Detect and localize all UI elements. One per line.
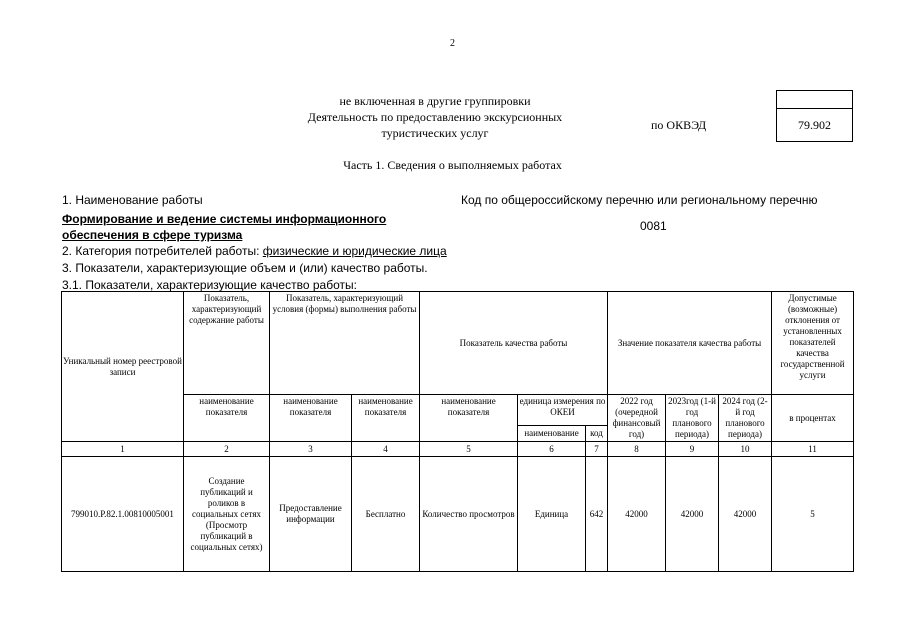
work-name-label: 1. Наименование работы	[62, 193, 203, 207]
col-number: 2	[184, 442, 270, 457]
th-quality-indicator: Показатель качества работы	[420, 292, 608, 395]
th-unit-code: код	[586, 425, 608, 441]
col-number: 8	[608, 442, 666, 457]
okved-label: по ОКВЭД	[651, 118, 707, 132]
col-number: 1	[62, 442, 184, 457]
col-number: 9	[666, 442, 719, 457]
part-title: Часть 1. Сведения о выполняемых работах	[343, 158, 562, 172]
table-row	[62, 457, 854, 572]
th-content-indicator: Показатель, характеризующий содержание работы	[184, 292, 270, 395]
cell-registry: 799010.Р.82.1.00810005001	[62, 457, 184, 572]
page-number: 2	[450, 38, 455, 49]
th-unit: единица измерения по ОКЕИ	[518, 395, 608, 426]
th-content-name: наименование показателя	[184, 395, 270, 442]
cell-condition-1: Предоставление информации	[270, 457, 352, 572]
col-number: 6	[518, 442, 586, 457]
registry-code-label: Код по общероссийскому перечню или региональному перечню	[461, 193, 818, 207]
th-year-2022: 2022 год (очередной финансовый год)	[608, 395, 666, 442]
cell-2023: 42000	[666, 457, 719, 572]
col-number: 11	[772, 442, 854, 457]
consumer-category	[62, 244, 447, 258]
cell-quality-name: Количество просмотров	[420, 457, 518, 572]
work-name	[62, 211, 412, 243]
th-registry: Уникальный номер реестровой записи	[62, 292, 184, 442]
consumer-category-label: 2. Категория потребителей работы:	[62, 244, 263, 258]
th-year-2024: 2024 год (2-й год планового периода)	[719, 395, 772, 442]
consumer-category-value: физические и юридические лица	[262, 244, 447, 258]
col-number: 10	[719, 442, 772, 457]
col-number: 3	[270, 442, 352, 457]
activity-line-2: Деятельность по предоставлению экскурсионных	[307, 110, 563, 124]
th-quality-name: наименование показателя	[420, 395, 518, 442]
th-condition1-name: наименование показателя	[270, 395, 352, 442]
col-number: 4	[352, 442, 420, 457]
cell-2022: 42000	[608, 457, 666, 572]
th-year-2023: 2023год (1-й год планового периода)	[666, 395, 719, 442]
activity-line-1: не включенная в другие группировки	[339, 94, 531, 108]
okved-code-box	[776, 90, 853, 142]
th-quality-values: Значение показателя качества работы	[608, 292, 772, 395]
col-number: 5	[420, 442, 518, 457]
okved-box-divider	[777, 108, 852, 109]
okved-code: 79.902	[798, 118, 831, 132]
th-conditions-indicator: Показатель, характеризующий условия (формы) выполнения работы	[270, 292, 420, 395]
column-numbers-row	[62, 442, 854, 457]
cell-unit-code: 642	[586, 457, 608, 572]
th-deviations: Допустимые (возможные) отклонения от установленных показателей качества государственной услуги	[772, 292, 854, 395]
cell-condition-2: Бесплатно	[352, 457, 420, 572]
cell-unit-name: Единица	[518, 457, 586, 572]
th-percent: в процентах	[772, 395, 854, 442]
th-condition2-name: наименование показателя	[352, 395, 420, 442]
cell-content: Создание публикаций и роликов в социальных сетях (Просмотр публикаций в социальных сетях)	[184, 457, 270, 572]
th-unit-name: наименование	[518, 425, 586, 441]
registry-code-value: 0081	[640, 219, 667, 233]
activity-line-3: туристических услуг	[381, 126, 489, 140]
work-name-line-1: Формирование и ведение системы информационного	[62, 212, 387, 226]
cell-2024: 42000	[719, 457, 772, 572]
cell-deviation: 5	[772, 457, 854, 572]
quality-indicators-table	[61, 291, 854, 572]
section-3-1-title: 3.1. Показатели, характеризующие качество работы:	[62, 278, 357, 292]
activity-header	[270, 93, 600, 141]
work-name-line-2: обеспечения в сфере туризма	[62, 228, 243, 242]
section-3-title: 3. Показатели, характеризующие объем и (или) качество работы.	[62, 261, 428, 275]
col-number: 7	[586, 442, 608, 457]
